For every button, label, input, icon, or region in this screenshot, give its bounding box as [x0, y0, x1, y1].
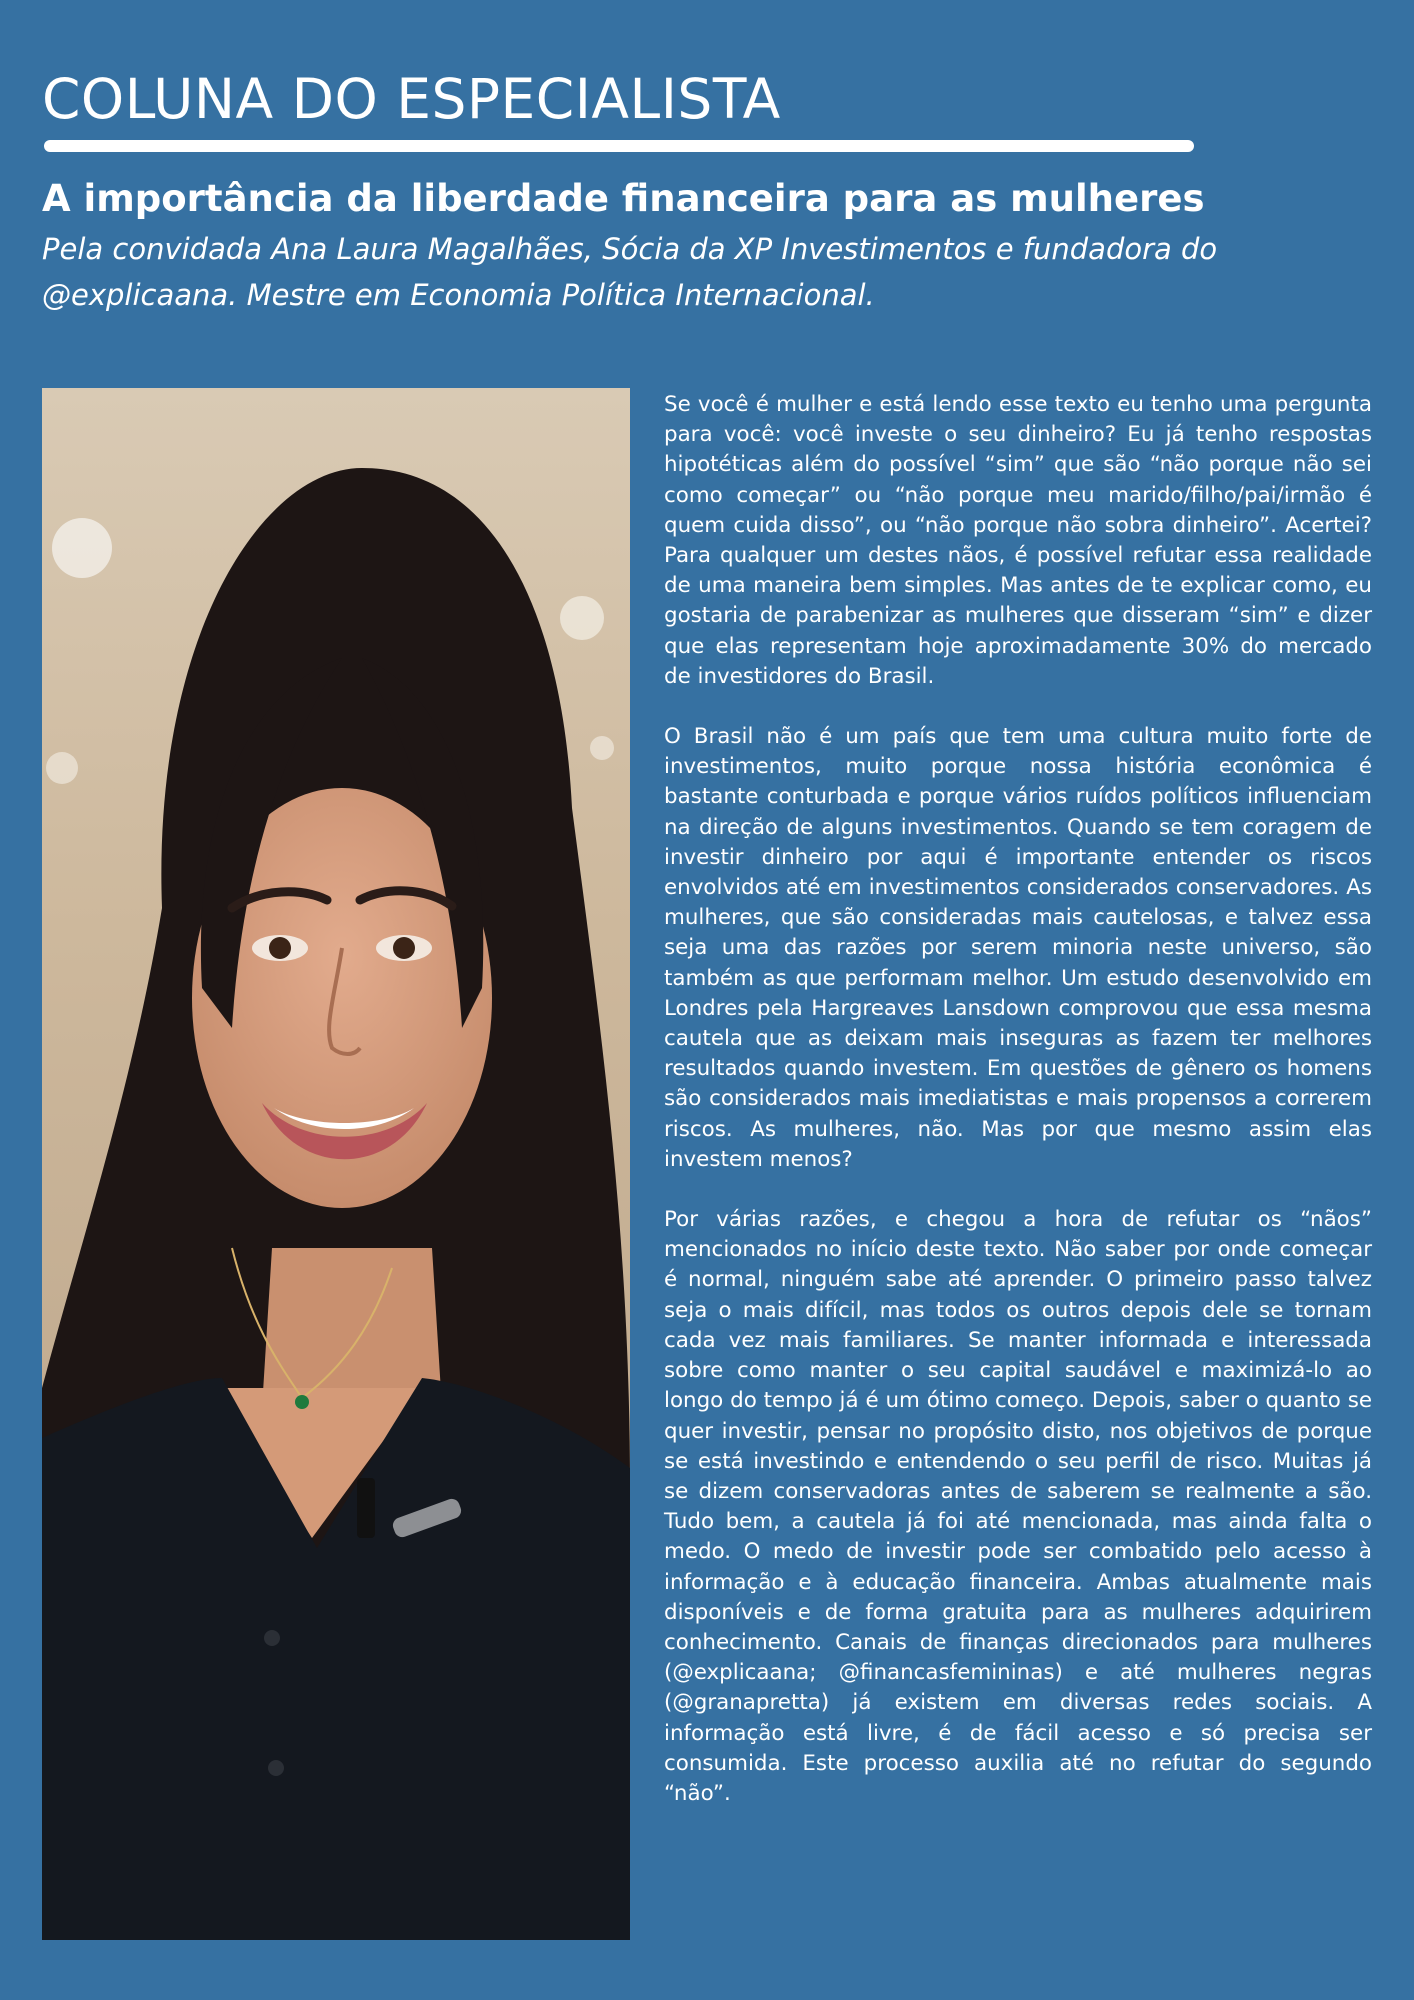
title-underline: [44, 140, 1194, 152]
article-body: [664, 390, 1372, 1839]
section-title: COLUNA DO ESPECIALISTA: [42, 67, 781, 131]
article-paragraph-1: Se você é mulher e está lendo esse texto eu tenho uma pergunta para você: você investe o seu dinheiro? Eu já tenho respostas hipotéticas além do possível “sim” que são “não porque não sei como começar” ou “não porque meu marido/filho/pai/irmão é quem cuida disso”, ou “não porque não sobra dinheiro”. Acertei? Para qualquer um destes nãos, é possível refutar essa realidade de uma maneira bem simples. Mas antes de te explicar como, eu gostaria de parabenizar as mulheres que disseram “sim” e dizer que elas representam hoje aproximadamente 30% do mercado de investidores do Brasil.: [664, 392, 1372, 689]
portrait-illustration: [42, 388, 630, 1940]
article-paragraph-2: O Brasil não é um país que tem uma cultura muito forte de investimentos, muito porque nossa história econômica é bastante conturbada e porque vários ruídos políticos influenciam na direção de alguns investimentos. Quando se tem coragem de investir dinheiro por aqui é importante entender os riscos envolvidos até em investimentos considerados conservadores. As mulheres, que são consideradas mais cautelosas, e talvez essa seja uma das razões por serem minoria neste universo, são também as que performam melhor. Um estudo desenvolvido em Londres pela Hargreaves Lansdown comprovou que essa mesma cautela que as deixam mais inseguras as fazem ter melhores resultados quando investem. Em questões de gênero os homens são considerados mais imediatistas e mais propensos a correrem riscos. As mulheres, não. Mas por que mesmo assim elas investem menos?: [664, 724, 1372, 1172]
article-headline: A importância da liberdade financeira para as mulheres: [42, 177, 1205, 220]
author-byline: Pela convidada Ana Laura Magalhães, Sócia da XP Investimentos e fundadora do @explicaana. Mestre em Economia Política Internacional.: [42, 232, 1218, 312]
author-portrait: [42, 388, 630, 1940]
article-paragraph-3: Por várias razões, e chegou a hora de refutar os “nãos” mencionados no início deste texto. Não saber por onde começar é normal, ninguém sabe até aprender. O primeiro passo talvez seja o mais difícil, mas todos os outros depois dele se tornam cada vez mais familiares. Se manter informada e interessada sobre como manter o seu capital saudável e maximizá-lo ao longo do tempo já é um ótimo começo. Depois, saber o quanto se quer investir, pensar no propósito disto, nos objetivos de porque se está investindo e entendendo o seu perfil de risco. Muitas já se dizem conservadoras antes de saberem se realmente a são. Tudo bem, a cautela já foi até mencionada, mas ainda falta o medo. O medo de investir pode ser combatido pelo acesso à informação e à educação financeira. Ambas atualmente mais disponíveis e de forma gratuita para as mulheres adquirirem conhecimento. Canais de finanças direcionados para mulheres (@explicaana; @financasfemininas) e até mulheres negras (@granapretta) já existem em diversas redes sociais. A informação está livre, é de fácil acesso e só precisa ser consumida. Este processo auxilia até no refutar do segundo “não”.: [664, 1207, 1372, 1806]
